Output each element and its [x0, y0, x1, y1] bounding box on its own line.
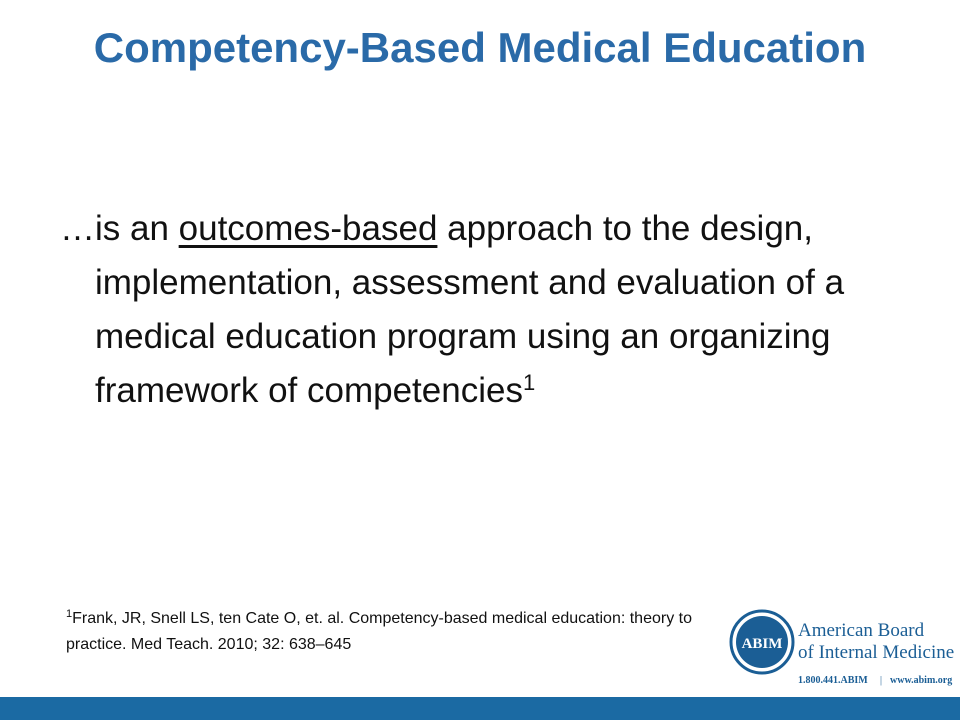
citation [66, 606, 726, 658]
logo-separator: | [880, 675, 883, 686]
citation-marker: 1 [66, 608, 73, 620]
slide-title: Competency-Based Medical Education [93, 24, 867, 71]
logo-monogram: ABIM [741, 636, 783, 652]
logo-line-1: American Board [798, 620, 925, 641]
logo-website: www.abim.org [890, 675, 953, 686]
abim-logo [728, 606, 958, 690]
logo-line-2: of Internal Medicine [798, 642, 955, 663]
footnote-marker: 1 [522, 370, 536, 395]
citation-text: Frank, JR, Snell LS, ten Cate O, et. al. Competency-based medical education: theory to practice. Med Teach. 2010; 32: 638–645 [66, 610, 692, 653]
definition-text [60, 202, 955, 418]
footer-bar [0, 697, 960, 720]
logo-phone: 1.800.441.ABIM [798, 675, 868, 686]
definition-lead: …is an [60, 209, 179, 248]
abim-seal-icon [731, 611, 793, 673]
underlined-term: outcomes-based [178, 209, 438, 248]
definition-rest: approach to the design, implementation, assessment and evaluation of a medical education program using an organizing framework of competencies [95, 209, 845, 410]
